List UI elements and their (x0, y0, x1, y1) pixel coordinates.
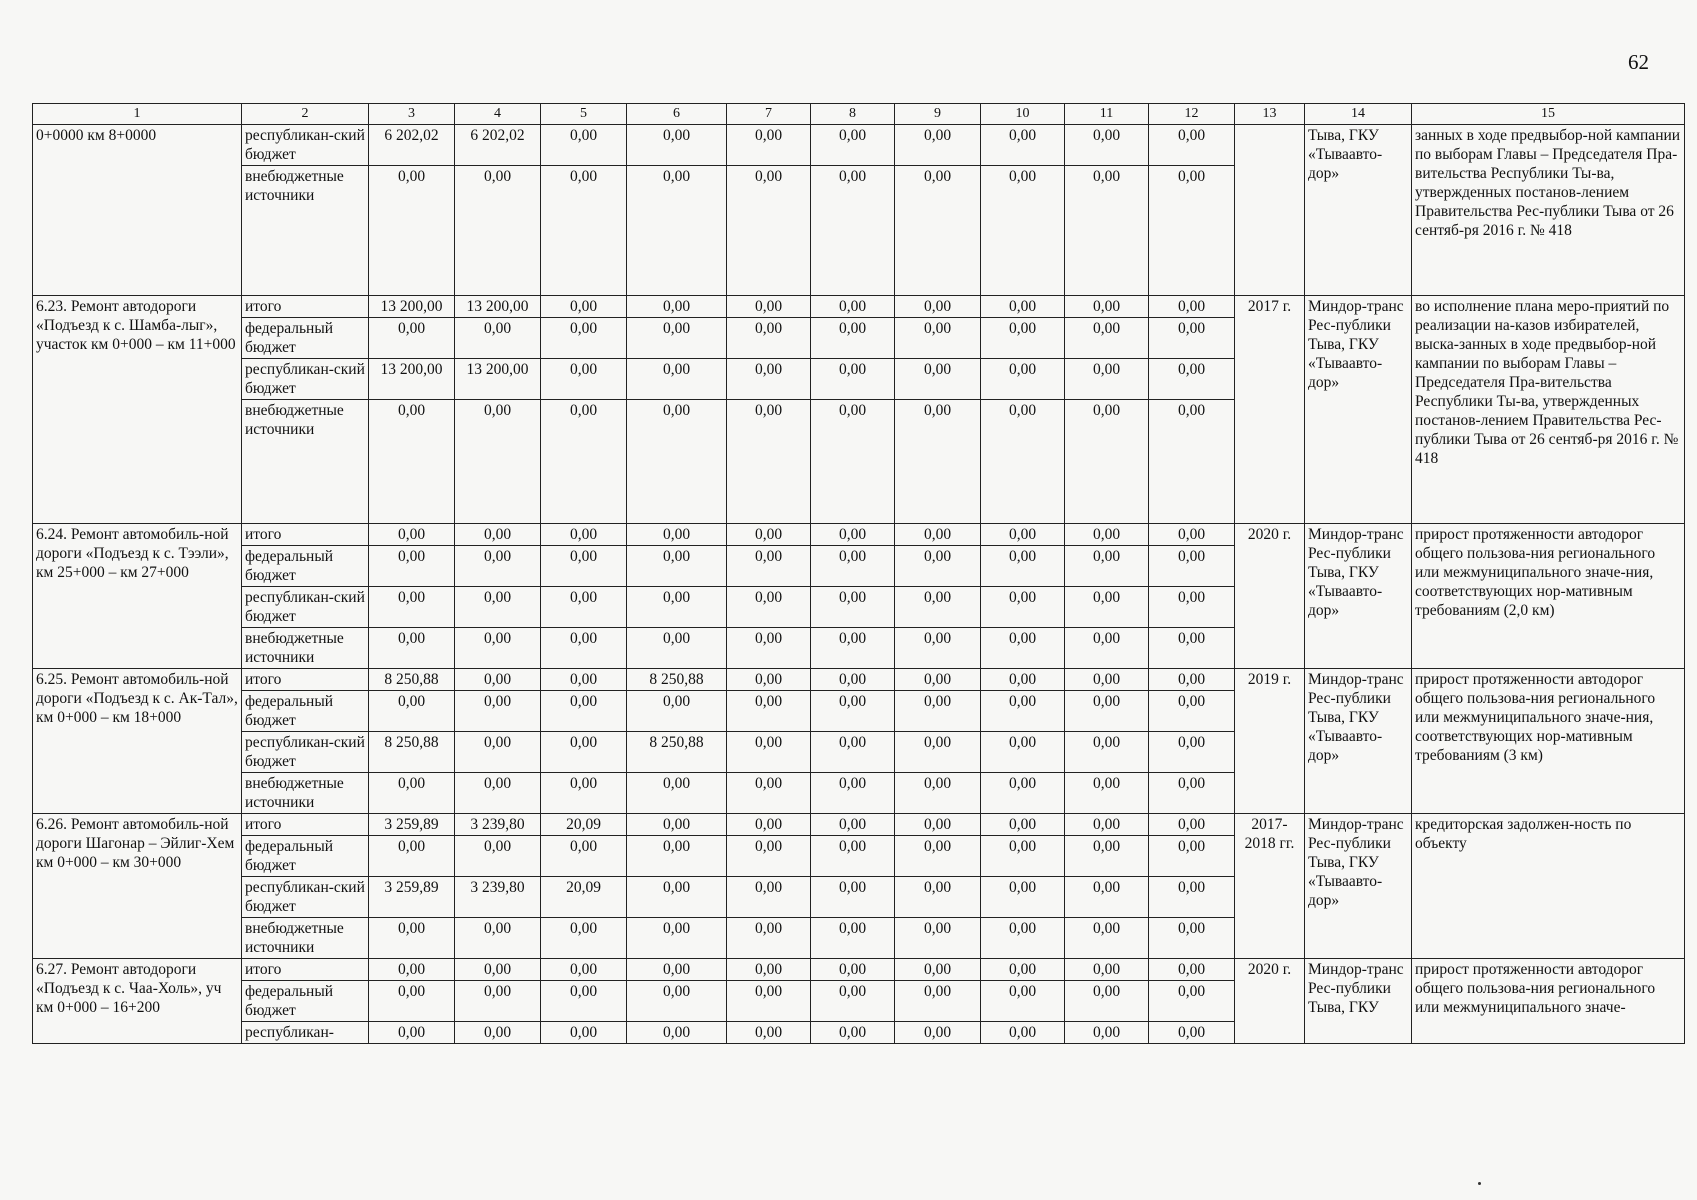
amount-cell: 0,00 (1065, 877, 1149, 918)
amount-cell: 0,00 (981, 524, 1065, 546)
amount-cell: 0,00 (811, 918, 895, 959)
table-row (33, 814, 1685, 836)
amount-cell: 0,00 (1065, 524, 1149, 546)
amount-cell: 0,00 (811, 359, 895, 400)
amount-cell: 0,00 (1065, 587, 1149, 628)
amount-cell: 0,00 (541, 1022, 627, 1044)
amount-cell: 0,00 (1065, 732, 1149, 773)
amount-cell: 0,00 (895, 359, 981, 400)
amount-cell: 0,00 (455, 981, 541, 1022)
amount-cell: 6 202,02 (455, 125, 541, 166)
amount-cell: 0,00 (541, 125, 627, 166)
amount-cell: 0,00 (981, 318, 1065, 359)
amount-cell: 0,00 (811, 877, 895, 918)
amount-cell: 0,00 (541, 959, 627, 981)
amount-cell: 0,00 (1149, 628, 1235, 669)
amount-cell: 0,00 (1149, 836, 1235, 877)
amount-cell: 0,00 (981, 125, 1065, 166)
result-cell: прирост протяженности автодорог общего пользова-ния регионального или межмуниципального значе-ния, соответствующих нор-мативным требованиям (2,0 км) (1412, 524, 1685, 669)
amount-cell: 0,00 (1065, 125, 1149, 166)
executor-cell: Миндор-транс Рес-публики Тыва, ГКУ «Тываавто-дор» (1305, 524, 1412, 669)
deadline-cell: 2017 г. (1235, 296, 1305, 524)
amount-cell: 0,00 (369, 691, 455, 732)
amount-cell: 0,00 (1149, 959, 1235, 981)
column-header: 7 (727, 104, 811, 125)
amount-cell: 0,00 (811, 524, 895, 546)
amount-cell: 0,00 (981, 1022, 1065, 1044)
amount-cell: 0,00 (1149, 814, 1235, 836)
amount-cell: 0,00 (811, 981, 895, 1022)
amount-cell: 0,00 (1065, 959, 1149, 981)
amount-cell: 0,00 (627, 814, 727, 836)
amount-cell: 20,09 (541, 877, 627, 918)
amount-cell: 0,00 (1065, 546, 1149, 587)
amount-cell: 0,00 (895, 981, 981, 1022)
scan-speck (1478, 1182, 1481, 1185)
measure-name: 0+0000 км 8+0000 (33, 125, 242, 296)
amount-cell: 0,00 (1065, 400, 1149, 524)
amount-cell: 0,00 (981, 166, 1065, 296)
amount-cell: 0,00 (727, 691, 811, 732)
measure-name: 6.27. Ремонт автодороги «Подъезд к с. Чаа-Холь», уч км 0+000 – 16+200 (33, 959, 242, 1044)
amount-cell: 0,00 (1065, 669, 1149, 691)
amount-cell: 0,00 (541, 359, 627, 400)
amount-cell: 8 250,88 (369, 732, 455, 773)
amount-cell: 13 200,00 (369, 296, 455, 318)
amount-cell: 0,00 (541, 628, 627, 669)
amount-cell: 0,00 (369, 959, 455, 981)
amount-cell: 0,00 (981, 669, 1065, 691)
funding-source: федеральный бюджет (242, 691, 369, 732)
amount-cell: 0,00 (455, 669, 541, 691)
amount-cell: 0,00 (895, 318, 981, 359)
amount-cell: 0,00 (1149, 125, 1235, 166)
amount-cell: 0,00 (895, 669, 981, 691)
amount-cell: 0,00 (727, 125, 811, 166)
amount-cell: 0,00 (455, 400, 541, 524)
deadline-cell: 2020 г. (1235, 524, 1305, 669)
amount-cell: 0,00 (1149, 732, 1235, 773)
column-header: 2 (242, 104, 369, 125)
amount-cell: 0,00 (369, 524, 455, 546)
amount-cell: 0,00 (369, 587, 455, 628)
amount-cell: 0,00 (895, 1022, 981, 1044)
amount-cell: 0,00 (981, 918, 1065, 959)
amount-cell: 0,00 (727, 669, 811, 691)
amount-cell: 0,00 (811, 814, 895, 836)
amount-cell: 0,00 (981, 836, 1065, 877)
amount-cell: 0,00 (727, 359, 811, 400)
amount-cell: 0,00 (369, 836, 455, 877)
funding-source: итого (242, 524, 369, 546)
amount-cell: 0,00 (727, 318, 811, 359)
amount-cell: 0,00 (811, 296, 895, 318)
amount-cell: 0,00 (627, 318, 727, 359)
amount-cell: 0,00 (455, 628, 541, 669)
amount-cell: 0,00 (627, 296, 727, 318)
measure-name: 6.26. Ремонт автомобиль-ной дороги Шагонар – Эйлиг-Хем км 0+000 – км 30+000 (33, 814, 242, 959)
amount-cell: 0,00 (627, 691, 727, 732)
funding-source: республикан-ский бюджет (242, 877, 369, 918)
amount-cell: 0,00 (1149, 773, 1235, 814)
amount-cell: 0,00 (811, 836, 895, 877)
amount-cell: 0,00 (455, 587, 541, 628)
amount-cell: 0,00 (1065, 166, 1149, 296)
funding-source: итого (242, 814, 369, 836)
measure-name: 6.25. Ремонт автомобиль-ной дороги «Подъезд к с. Ак-Тал», км 0+000 – км 18+000 (33, 669, 242, 814)
amount-cell: 0,00 (1065, 691, 1149, 732)
amount-cell: 0,00 (541, 296, 627, 318)
amount-cell: 13 200,00 (369, 359, 455, 400)
amount-cell: 0,00 (727, 1022, 811, 1044)
executor-cell: Тыва, ГКУ «Тываавто-дор» (1305, 125, 1412, 296)
amount-cell: 0,00 (727, 546, 811, 587)
amount-cell: 0,00 (811, 628, 895, 669)
result-cell: прирост протяженности автодорог общего пользова-ния регионального или межмуниципального значе-ния, соответствующих нор-мативным требованиям (3 км) (1412, 669, 1685, 814)
amount-cell: 0,00 (811, 732, 895, 773)
amount-cell: 0,00 (895, 814, 981, 836)
amount-cell: 0,00 (895, 773, 981, 814)
amount-cell: 8 250,88 (369, 669, 455, 691)
amount-cell: 0,00 (1149, 587, 1235, 628)
executor-cell: Миндор-транс Рес-публики Тыва, ГКУ «Тываавто-дор» (1305, 296, 1412, 524)
amount-cell: 0,00 (369, 918, 455, 959)
column-header: 12 (1149, 104, 1235, 125)
amount-cell: 0,00 (981, 587, 1065, 628)
funding-source: внебюджетные источники (242, 628, 369, 669)
column-header: 6 (627, 104, 727, 125)
amount-cell: 0,00 (727, 918, 811, 959)
amount-cell: 0,00 (895, 125, 981, 166)
amount-cell: 0,00 (1149, 359, 1235, 400)
amount-cell: 0,00 (627, 359, 727, 400)
amount-cell: 0,00 (455, 318, 541, 359)
amount-cell: 0,00 (981, 732, 1065, 773)
amount-cell: 13 200,00 (455, 359, 541, 400)
amount-cell: 0,00 (1065, 773, 1149, 814)
column-header-row (33, 104, 1685, 125)
page-number: 62 (1628, 50, 1649, 74)
amount-cell: 0,00 (369, 981, 455, 1022)
amount-cell: 0,00 (1065, 918, 1149, 959)
amount-cell: 0,00 (811, 546, 895, 587)
result-cell: во исполнение плана меро-приятий по реализации на-казов избирателей, выска-занных в ходе предвыбор-ной кампании по выборам Главы – Председателя Пра-вительства Республики Ты-ва, утвержденных постанов-лением Правительства Рес-публики Тыва от 26 сентяб-ря 2016 г. № 418 (1412, 296, 1685, 524)
amount-cell: 0,00 (981, 773, 1065, 814)
deadline-cell: 2019 г. (1235, 669, 1305, 814)
amount-cell: 0,00 (981, 296, 1065, 318)
amount-cell: 0,00 (895, 296, 981, 318)
amount-cell: 0,00 (627, 836, 727, 877)
table-row (33, 959, 1685, 981)
amount-cell: 0,00 (727, 732, 811, 773)
amount-cell: 0,00 (541, 546, 627, 587)
amount-cell: 0,00 (981, 981, 1065, 1022)
amount-cell: 0,00 (895, 959, 981, 981)
amount-cell: 0,00 (981, 877, 1065, 918)
funding-source: федеральный бюджет (242, 546, 369, 587)
amount-cell: 0,00 (541, 524, 627, 546)
amount-cell: 0,00 (1149, 546, 1235, 587)
amount-cell: 0,00 (981, 959, 1065, 981)
amount-cell: 0,00 (727, 814, 811, 836)
amount-cell: 0,00 (627, 918, 727, 959)
amount-cell: 0,00 (1149, 981, 1235, 1022)
amount-cell: 0,00 (1149, 918, 1235, 959)
amount-cell: 0,00 (895, 587, 981, 628)
amount-cell: 0,00 (981, 546, 1065, 587)
amount-cell: 0,00 (981, 814, 1065, 836)
amount-cell: 3 259,89 (369, 814, 455, 836)
amount-cell: 8 250,88 (627, 732, 727, 773)
amount-cell: 0,00 (811, 400, 895, 524)
amount-cell: 6 202,02 (369, 125, 455, 166)
amount-cell: 0,00 (811, 959, 895, 981)
column-header: 5 (541, 104, 627, 125)
amount-cell: 0,00 (895, 628, 981, 669)
amount-cell: 0,00 (627, 587, 727, 628)
amount-cell: 0,00 (981, 400, 1065, 524)
budget-table (32, 103, 1685, 1044)
funding-source: республикан-ский бюджет (242, 125, 369, 166)
funding-source: федеральный бюджет (242, 318, 369, 359)
amount-cell: 0,00 (541, 918, 627, 959)
amount-cell: 20,09 (541, 814, 627, 836)
column-header: 4 (455, 104, 541, 125)
amount-cell: 0,00 (727, 400, 811, 524)
amount-cell: 3 239,80 (455, 877, 541, 918)
amount-cell: 0,00 (627, 166, 727, 296)
amount-cell: 0,00 (1065, 628, 1149, 669)
amount-cell: 0,00 (811, 125, 895, 166)
amount-cell: 0,00 (455, 546, 541, 587)
amount-cell: 0,00 (727, 587, 811, 628)
amount-cell: 0,00 (627, 959, 727, 981)
amount-cell: 0,00 (369, 546, 455, 587)
column-header: 14 (1305, 104, 1412, 125)
amount-cell: 0,00 (455, 166, 541, 296)
amount-cell: 0,00 (811, 587, 895, 628)
amount-cell: 0,00 (541, 691, 627, 732)
amount-cell: 0,00 (627, 524, 727, 546)
amount-cell: 0,00 (1065, 1022, 1149, 1044)
amount-cell: 0,00 (811, 1022, 895, 1044)
column-header: 13 (1235, 104, 1305, 125)
amount-cell: 0,00 (727, 981, 811, 1022)
amount-cell: 0,00 (1149, 669, 1235, 691)
table-row (33, 125, 1685, 166)
amount-cell: 0,00 (1149, 691, 1235, 732)
amount-cell: 0,00 (727, 166, 811, 296)
funding-source: федеральный бюджет (242, 836, 369, 877)
amount-cell: 0,00 (1065, 318, 1149, 359)
amount-cell: 0,00 (727, 628, 811, 669)
funding-source: итого (242, 669, 369, 691)
amount-cell: 0,00 (369, 166, 455, 296)
amount-cell: 0,00 (627, 400, 727, 524)
funding-source: итого (242, 959, 369, 981)
funding-source: республикан-ский бюджет (242, 359, 369, 400)
amount-cell: 0,00 (627, 546, 727, 587)
amount-cell: 0,00 (811, 318, 895, 359)
column-header: 11 (1065, 104, 1149, 125)
amount-cell: 0,00 (895, 836, 981, 877)
measure-name: 6.24. Ремонт автомобиль-ной дороги «Подъезд к с. Тээли», км 25+000 – км 27+000 (33, 524, 242, 669)
deadline-cell: 2020 г. (1235, 959, 1305, 1044)
amount-cell: 3 259,89 (369, 877, 455, 918)
amount-cell: 0,00 (541, 773, 627, 814)
amount-cell: 0,00 (541, 669, 627, 691)
funding-source: республикан-ский бюджет (242, 732, 369, 773)
amount-cell: 0,00 (727, 836, 811, 877)
amount-cell: 0,00 (1149, 877, 1235, 918)
column-header: 8 (811, 104, 895, 125)
amount-cell: 0,00 (369, 628, 455, 669)
amount-cell: 0,00 (627, 877, 727, 918)
amount-cell: 0,00 (727, 296, 811, 318)
deadline-cell (1235, 125, 1305, 296)
amount-cell: 0,00 (1065, 981, 1149, 1022)
amount-cell: 0,00 (1149, 296, 1235, 318)
amount-cell: 0,00 (1149, 318, 1235, 359)
column-header: 9 (895, 104, 981, 125)
amount-cell: 0,00 (369, 1022, 455, 1044)
amount-cell: 0,00 (1065, 814, 1149, 836)
amount-cell: 0,00 (369, 400, 455, 524)
result-cell: прирост протяженности автодорог общего пользова-ния регионального или межмуниципального значе- (1412, 959, 1685, 1044)
funding-source: внебюджетные источники (242, 166, 369, 296)
amount-cell: 0,00 (895, 524, 981, 546)
amount-cell: 0,00 (627, 125, 727, 166)
result-cell: кредиторская задолжен-ность по объекту (1412, 814, 1685, 959)
amount-cell: 0,00 (369, 318, 455, 359)
amount-cell: 8 250,88 (627, 669, 727, 691)
executor-cell: Миндор-транс Рес-публики Тыва, ГКУ (1305, 959, 1412, 1044)
column-header: 1 (33, 104, 242, 125)
amount-cell: 0,00 (811, 669, 895, 691)
amount-cell: 0,00 (1065, 296, 1149, 318)
amount-cell: 13 200,00 (455, 296, 541, 318)
funding-source: внебюджетные источники (242, 400, 369, 524)
amount-cell: 0,00 (895, 691, 981, 732)
amount-cell: 0,00 (455, 773, 541, 814)
amount-cell: 0,00 (895, 166, 981, 296)
amount-cell: 0,00 (627, 1022, 727, 1044)
amount-cell: 0,00 (541, 166, 627, 296)
amount-cell: 0,00 (1149, 524, 1235, 546)
funding-source: федеральный бюджет (242, 981, 369, 1022)
funding-source: внебюджетные источники (242, 918, 369, 959)
deadline-cell: 2017-2018 гг. (1235, 814, 1305, 959)
amount-cell: 0,00 (541, 318, 627, 359)
amount-cell: 0,00 (895, 400, 981, 524)
amount-cell: 0,00 (455, 918, 541, 959)
amount-cell: 0,00 (627, 773, 727, 814)
executor-cell: Миндор-транс Рес-публики Тыва, ГКУ «Тываавто-дор» (1305, 669, 1412, 814)
table-row (33, 524, 1685, 546)
amount-cell: 0,00 (727, 959, 811, 981)
amount-cell: 3 239,80 (455, 814, 541, 836)
amount-cell: 0,00 (895, 877, 981, 918)
amount-cell: 0,00 (1065, 359, 1149, 400)
measure-name: 6.23. Ремонт автодороги «Подъезд к с. Шамба-лыг», участок км 0+000 – км 11+000 (33, 296, 242, 524)
table-row (33, 296, 1685, 318)
funding-source: внебюджетные источники (242, 773, 369, 814)
amount-cell: 0,00 (455, 836, 541, 877)
amount-cell: 0,00 (455, 1022, 541, 1044)
amount-cell: 0,00 (455, 732, 541, 773)
amount-cell: 0,00 (455, 524, 541, 546)
amount-cell: 0,00 (541, 587, 627, 628)
amount-cell: 0,00 (811, 166, 895, 296)
amount-cell: 0,00 (727, 877, 811, 918)
amount-cell: 0,00 (811, 773, 895, 814)
amount-cell: 0,00 (727, 524, 811, 546)
executor-cell: Миндор-транс Рес-публики Тыва, ГКУ «Тываавто-дор» (1305, 814, 1412, 959)
column-header: 10 (981, 104, 1065, 125)
amount-cell: 0,00 (627, 628, 727, 669)
amount-cell: 0,00 (1065, 836, 1149, 877)
funding-source: итого (242, 296, 369, 318)
column-header: 15 (1412, 104, 1685, 125)
amount-cell: 0,00 (455, 691, 541, 732)
amount-cell: 0,00 (541, 732, 627, 773)
amount-cell: 0,00 (541, 400, 627, 524)
funding-source: республикан- (242, 1022, 369, 1044)
amount-cell: 0,00 (811, 691, 895, 732)
column-header: 3 (369, 104, 455, 125)
amount-cell: 0,00 (627, 981, 727, 1022)
amount-cell: 0,00 (981, 359, 1065, 400)
table-row (33, 669, 1685, 691)
amount-cell: 0,00 (895, 732, 981, 773)
amount-cell: 0,00 (1149, 1022, 1235, 1044)
funding-source: республикан-ский бюджет (242, 587, 369, 628)
amount-cell: 0,00 (981, 691, 1065, 732)
amount-cell: 0,00 (981, 628, 1065, 669)
amount-cell: 0,00 (541, 981, 627, 1022)
amount-cell: 0,00 (369, 773, 455, 814)
amount-cell: 0,00 (455, 959, 541, 981)
amount-cell: 0,00 (895, 546, 981, 587)
amount-cell: 0,00 (727, 773, 811, 814)
result-cell: занных в ходе предвыбор-ной кампании по выборам Главы – Председателя Пра-вительства Республики Ты-ва, утвержденных постанов-лением Правительства Рес-публики Тыва от 26 сентяб-ря 2016 г. № 418 (1412, 125, 1685, 296)
amount-cell: 0,00 (895, 918, 981, 959)
amount-cell: 0,00 (541, 836, 627, 877)
amount-cell: 0,00 (1149, 166, 1235, 296)
amount-cell: 0,00 (1149, 400, 1235, 524)
